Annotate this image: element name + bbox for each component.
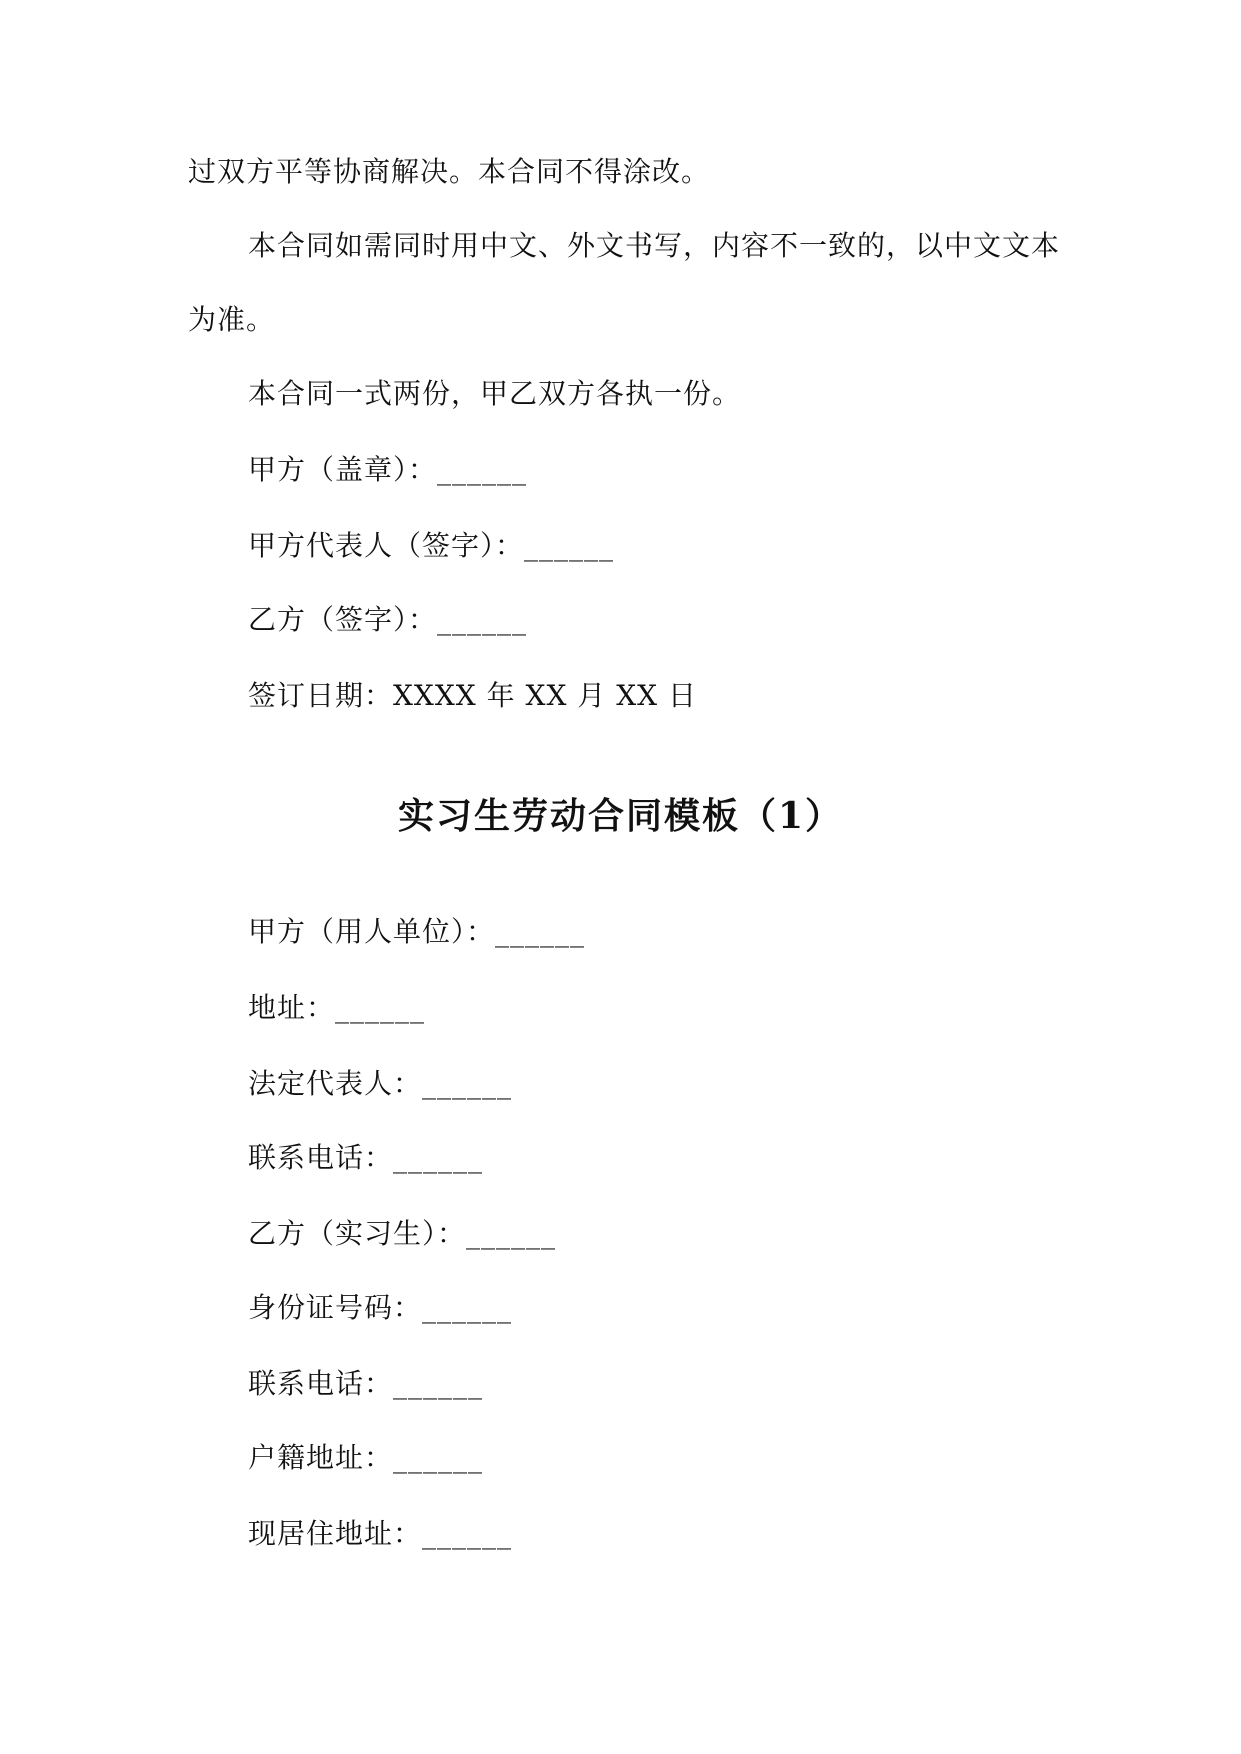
field-household-address: 户籍地址：______ (248, 1441, 484, 1474)
party-a-seal-line: 甲方（盖章）：______ (248, 453, 528, 486)
field-party-a-phone: 联系电话：______ (248, 1141, 484, 1174)
field-address: 地址：______ (248, 991, 426, 1024)
party-b-signature-line: 乙方（签字）：______ (248, 603, 528, 636)
paragraph-language-clause: 本合同如需同时用中文、外文书写，内容不一致的，以中文文本 (248, 229, 1061, 262)
signing-date-line: 签订日期：XXXX 年 XX 月 XX 日 (248, 679, 697, 712)
paragraph-continuation: 过双方平等协商解决。本合同不得涂改。 (188, 155, 711, 188)
paragraph-language-clause-end: 为准。 (188, 303, 276, 336)
field-id-number: 身份证号码：______ (248, 1291, 513, 1324)
field-party-b-intern: 乙方（实习生）：______ (248, 1217, 557, 1250)
party-a-representative-signature-line: 甲方代表人（签字）：______ (248, 529, 615, 562)
field-party-b-phone: 联系电话：______ (248, 1367, 484, 1400)
field-current-address: 现居住地址：______ (248, 1517, 513, 1550)
field-party-a-employer: 甲方（用人单位）：______ (248, 915, 586, 948)
field-legal-representative: 法定代表人：______ (248, 1067, 513, 1100)
paragraph-copies-clause: 本合同一式两份，甲乙双方各执一份。 (248, 377, 742, 410)
contract-title: 实习生劳动合同模板（1） (397, 795, 844, 837)
